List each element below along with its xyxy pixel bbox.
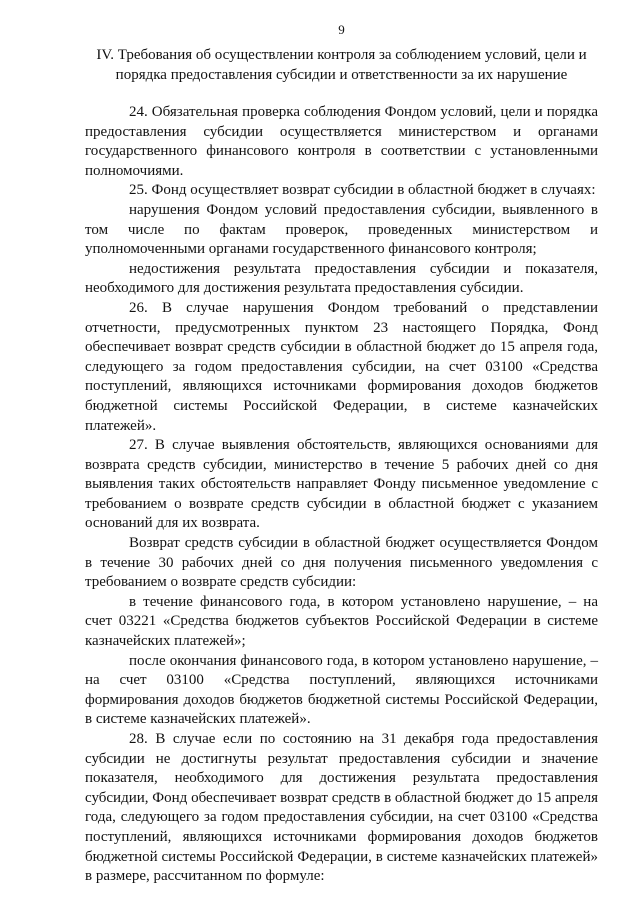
paragraph-27: 27. В случае выявления обстоятельств, являющихся основаниями для возврата средств субсидии, министерство в течение 5 рабочих дней со дня выявления таких обстоятельств направляет Фонду письменное уведомление с требованием о возврате средств субсидии в областной бюджет с указанием оснований для их возврата. — [85, 437, 598, 532]
section-title: IV. Требования об осуществлении контроля за соблюдением условий, цели и порядка предоставления субсидии и ответственности за их нарушение — [96, 47, 587, 83]
paragraph-27-after-year: после окончания финансового года, в котором установлено нарушение, – на счет 03100 «Средства поступлений, являющихся источниками формирования доходов бюджетов бюджетной системы Российской Федерации, в системе казначейских платежей». — [85, 652, 598, 728]
paragraph-25: 25. Фонд осуществляет возврат субсидии в областной бюджет в случаях: — [129, 182, 596, 199]
paragraph-24: 24. Обязательная проверка соблюдения Фондом условий, цели и порядка предоставления субсидии осуществляется министерством и органами государственного финансового контроля в соответствии с установленными полномочиями. — [85, 104, 598, 179]
paragraph-26: 26. В случае нарушения Фондом требований о представлении отчетности, предусмотренных пунктом 23 настоящего Порядка, Фонд обеспечивает возврат средств субсидии в областной бюджет до 15 апреля года, следующего за годом предоставления субсидии, на счет 03100 «Средства поступлений, являющихся источниками формирования доходов бюджетов бюджетной системы Российской Федерации, в системе казначейских платежей». — [85, 299, 598, 434]
paragraph-25-case-violation: нарушения Фондом условий предоставления субсидии, выявленного в том числе по фактам проверок, проведенных министерством и уполномоченными органами государственного финансового контроля; — [85, 201, 598, 258]
paragraph-27-return: Возврат средств субсидии в областной бюджет осуществляется Фондом в течение 30 рабочих дней со дня получения письменного уведомления с требованием о возврате средств субсидии: — [85, 535, 598, 591]
paragraph-27-during-year: в течение финансового года, в котором установлено нарушение, – на счет 03221 «Средства бюджетов субъектов Российской Федерации в системе казначейских платежей»; — [85, 593, 598, 650]
page-number: 9 — [338, 22, 345, 37]
paragraph-25-case-result: недостижения результата предоставления субсидии и показателя, необходимого для достижения результата предоставления субсидии. — [85, 260, 598, 297]
paragraph-28: 28. В случае если по состоянию на 31 декабря года предоставления субсидии не достигнуты результат предоставления субсидии и значение показателя, необходимого для достижения результата предоставления субсидии, Фонд обеспечивает возврат средств в областной бюджет до 15 апреля года, следующего за годом предоставления субсидии, на счет 03100 «Средства поступлений, являющихся источниками формирования доходов бюджетов бюджетной системы Российской Федерации, в системе казначейских платежей» в размере, рассчитанном по формуле: — [85, 731, 598, 885]
